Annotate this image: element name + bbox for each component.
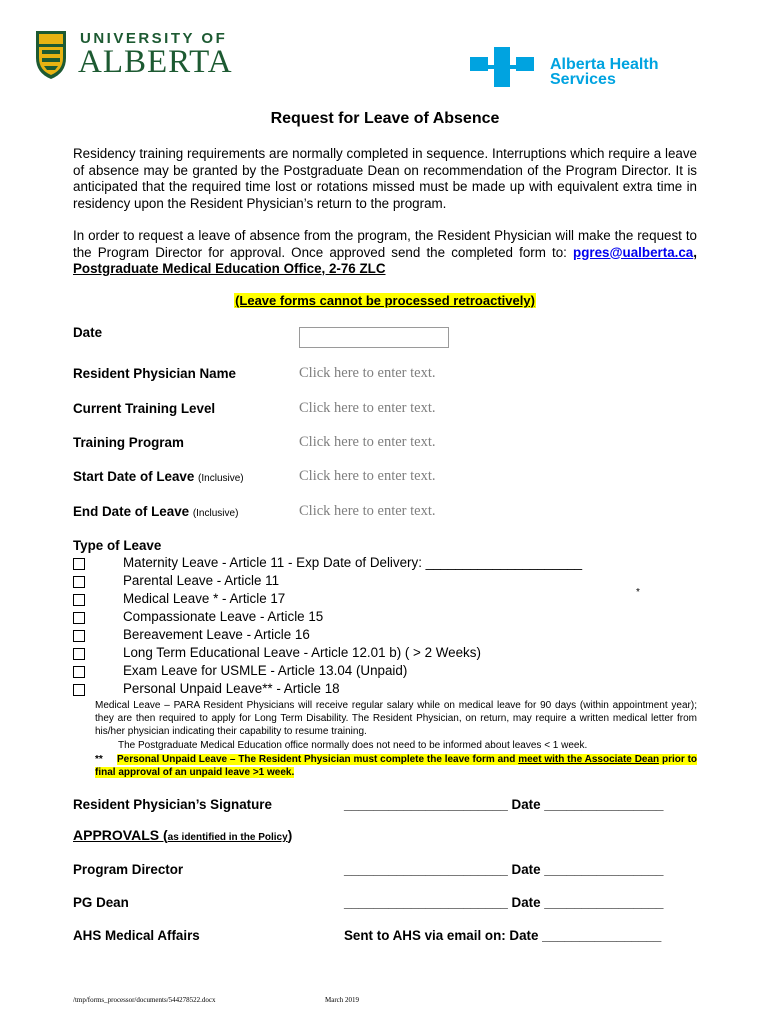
type-of-leave-heading: Type of Leave (73, 538, 162, 553)
university-of-alberta-crest-logo (34, 28, 68, 80)
pgme-note: The Postgraduate Medical Education office normally does not need to be informed about leaves < 1 week. (118, 740, 588, 751)
compassionate-leave-label: Compassionate Leave - Article 15 (123, 609, 324, 624)
intro-paragraph-2 (73, 228, 697, 278)
pg-dean-signature-line[interactable]: ______________________ Date ________________ (344, 895, 664, 910)
exam-leave-checkbox[interactable] (73, 666, 85, 678)
compassionate-leave-checkbox[interactable] (73, 612, 85, 624)
medical-leave-note: Medical Leave – PARA Resident Physicians will receive regular salary while on medical leave for 90 days (within appointment year); they are then required to apply for Long Term Disability. The Resident Physician, on return, may require a written medical letter from his/her physician indicating their capability to resume training. (95, 700, 697, 737)
personal-leave-note-marker: ** (95, 754, 103, 765)
ahs-logo-line1: Alberta Health (550, 56, 659, 73)
start-date-field[interactable]: Click here to enter text. (299, 468, 436, 484)
retroactive-notice-text: (Leave forms cannot be processed retroactively) (235, 293, 535, 308)
approvals-heading-close: ) (287, 827, 293, 843)
long-term-educational-leave-label: Long Term Educational Leave - Article 12.01 b) ( > 2 Weeks) (123, 645, 481, 660)
parental-leave-checkbox[interactable] (73, 576, 85, 588)
personal-leave-note-part2: prior to final approval of an unpaid leave >1 week. (95, 754, 698, 778)
end-date-label (73, 504, 238, 519)
ahs-medical-affairs-label: AHS Medical Affairs (73, 928, 200, 943)
medical-leave-checkbox[interactable] (73, 594, 85, 606)
program-director-signature-line[interactable]: ______________________ Date ________________ (344, 862, 664, 877)
approvals-heading-main: APPROVALS ( (73, 827, 168, 843)
end-date-field[interactable]: Click here to enter text. (299, 503, 436, 519)
personal-unpaid-leave-checkbox[interactable] (73, 684, 85, 696)
training-program-field[interactable]: Click here to enter text. (299, 434, 436, 450)
intro-separator: , (693, 244, 697, 260)
pgme-office-address: Postgraduate Medical Education Office, 2-76 ZLC (73, 261, 386, 276)
pgres-email-link[interactable]: pgres@ualberta.ca (573, 244, 694, 260)
personal-leave-note-part1: Personal Unpaid Leave – The Resident Physician must complete the leave form and (117, 754, 519, 765)
approvals-heading-small: as identified in the Policy (167, 832, 288, 843)
resident-signature-label: Resident Physician’s Signature (73, 797, 272, 812)
intro-paragraph-2-text: In order to request a leave of absence from the program, the Resident Physician will make the request to the Program Director for approval. Once approved send the completed form to: (73, 228, 697, 260)
training-program-label: Training Program (73, 435, 184, 450)
personal-unpaid-leave-label: Personal Unpaid Leave** - Article 18 (123, 681, 340, 696)
exam-leave-label: Exam Leave for USMLE - Article 13.04 (Unpaid) (123, 663, 408, 678)
long-term-educational-leave-checkbox[interactable] (73, 648, 85, 660)
date-label: Date (73, 325, 103, 340)
training-level-label: Current Training Level (73, 401, 216, 416)
alberta-health-services-logo-mark (470, 47, 544, 87)
medical-leave-label: Medical Leave * - Article 17 (123, 591, 286, 606)
start-date-label-text: Start Date of Leave (73, 469, 195, 484)
resident-name-field[interactable]: Click here to enter text. (299, 365, 436, 381)
end-date-inclusive: (Inclusive) (192, 508, 239, 519)
date-input[interactable] (299, 327, 449, 348)
page-title: Request for Leave of Absence (270, 110, 500, 127)
maternity-leave-checkbox[interactable] (73, 558, 85, 570)
medical-leave-star: * (636, 587, 640, 598)
program-director-label: Program Director (73, 862, 184, 877)
maternity-leave-label: Maternity Leave - Article 11 - Exp Date of Delivery: _____________________ (123, 555, 583, 570)
footer-document-path: /tmp/forms_processor/documents/544278522.docx (73, 996, 216, 1004)
training-level-field[interactable]: Click here to enter text. (299, 400, 436, 416)
ahs-email-date-line[interactable]: Sent to AHS via email on: Date ________________ (344, 928, 662, 943)
resident-signature-line[interactable]: ______________________ Date ________________ (344, 797, 664, 812)
footer-date: March 2019 (325, 996, 360, 1004)
personal-leave-note (95, 753, 697, 779)
intro-paragraph-1: Residency training requirements are normally completed in sequence. Interruptions which require a leave of absence may be granted by the Postgraduate Dean on recommendation of the Program Director. It is anticipated that the required time lost or rotations missed must be made up with equivalent extra time in residency upon the Resident Physician’s return to the program. (73, 146, 697, 211)
retroactive-notice (0, 293, 770, 308)
ua-logo-line1: UNIVERSITY OF (80, 30, 228, 47)
end-date-label-text: End Date of Leave (73, 504, 190, 519)
bereavement-leave-label: Bereavement Leave - Article 16 (123, 627, 310, 642)
parental-leave-label: Parental Leave - Article 11 (123, 573, 280, 588)
ua-logo-line2: ALBERTA (78, 44, 233, 80)
approvals-heading (73, 827, 292, 843)
ahs-logo-line2: Services (550, 71, 616, 88)
meet-associate-dean-text: meet with the Associate Dean (518, 754, 660, 765)
pg-dean-label: PG Dean (73, 895, 129, 910)
bereavement-leave-checkbox[interactable] (73, 630, 85, 642)
resident-name-label: Resident Physician Name (73, 366, 236, 381)
start-date-label (73, 469, 244, 484)
start-date-inclusive: (Inclusive) (198, 473, 244, 484)
